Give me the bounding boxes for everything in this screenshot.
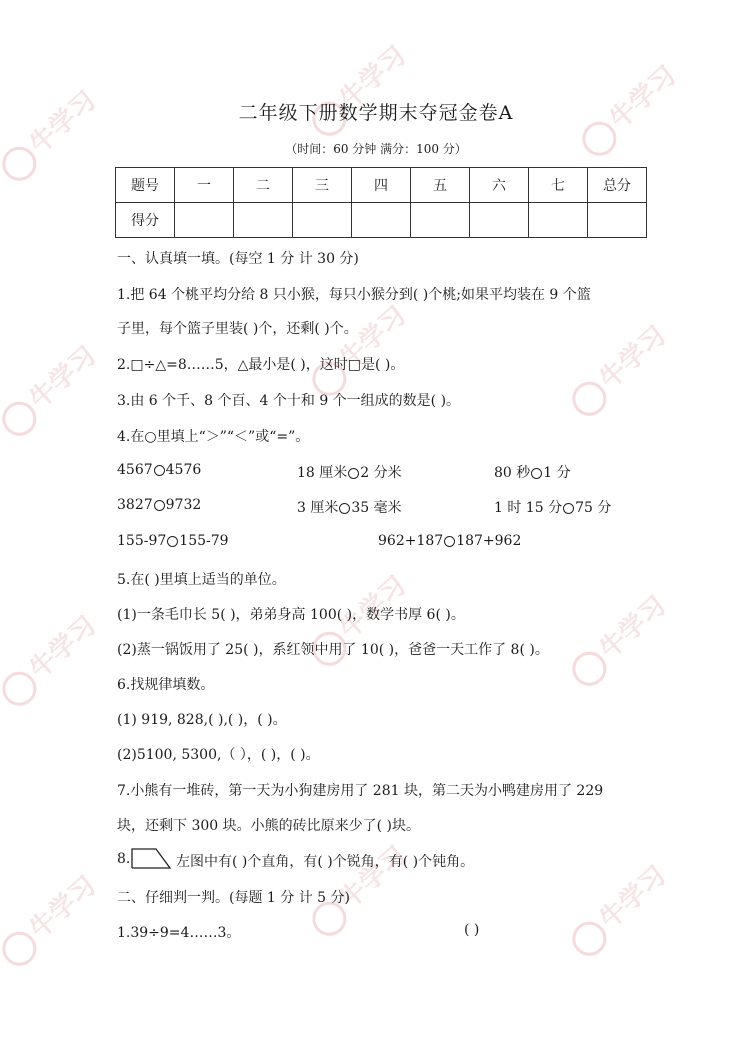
- watermark: 牛学习: [302, 296, 414, 402]
- trapezoid-figure: [130, 847, 172, 871]
- score-input-cell[interactable]: [470, 203, 529, 238]
- watermark: 牛学习: [562, 316, 674, 422]
- compare-circle[interactable]: [444, 536, 455, 547]
- compare-circle[interactable]: [563, 503, 574, 514]
- watermark: 牛学习: [572, 56, 684, 162]
- compare-circle[interactable]: [154, 465, 165, 476]
- score-input-cell[interactable]: [529, 203, 588, 238]
- compare-item: 3827 9732: [117, 497, 202, 513]
- question-number: 8.: [117, 851, 131, 867]
- watermark: 牛学习: [302, 36, 414, 142]
- table-cell: 六: [470, 168, 529, 203]
- table-cell: 四: [352, 168, 411, 203]
- question-text: 块，还剩下 300 块。小熊的砖比原来少了( )块。: [117, 818, 420, 834]
- compare-circle[interactable]: [531, 468, 542, 479]
- question-text: 7.小熊有一堆砖，第一天为小狗建房用了 281 块，第二天为小鸭建房用了 229: [117, 783, 604, 799]
- table-cell: 七: [529, 168, 588, 203]
- compare-circle[interactable]: [154, 500, 165, 511]
- question-text: 1.把 64 个桃平均分给 8 只小猴，每只小猴分到( )个桃;如果平均装在 9 个篮: [117, 287, 591, 303]
- question-text: (2)5100, 5300,（ ），( )，( )。: [117, 747, 320, 763]
- watermark: 牛学习: [302, 566, 414, 672]
- compare-circle[interactable]: [348, 468, 359, 479]
- table-cell: 三: [293, 168, 352, 203]
- compare-item: 1 时 15 分 75 分: [494, 500, 612, 516]
- compare-item: 3 厘米 35 毫米: [297, 500, 402, 516]
- table-cell: 二: [234, 168, 293, 203]
- compare-item: 80 秒 1 分: [494, 465, 571, 481]
- question-text: 6.找规律填数。: [117, 677, 215, 693]
- compare-item: 4567 4576: [117, 462, 202, 478]
- table-cell: 五: [411, 168, 470, 203]
- score-input-cell[interactable]: [234, 203, 293, 238]
- question-text: 1.39÷9=4……3。: [117, 925, 241, 941]
- question-text: 左图中有( )个直角，有( )个锐角，有( )个钝角。: [176, 854, 475, 870]
- question-text: 5.在( )里填上适当的单位。: [117, 572, 286, 588]
- score-input-cell[interactable]: [588, 203, 647, 238]
- answer-blank[interactable]: ( ): [464, 922, 480, 938]
- question-text: 子里，每个篮子里装( )个，还剩( )个。: [117, 321, 358, 337]
- table-row: [116, 203, 647, 238]
- question-text: 4.在○里填上“＞”“＜”或“=”。: [117, 429, 310, 445]
- compare-circle[interactable]: [167, 536, 178, 547]
- question-text: (2)蒸一锅饭用了 25( )，系红领中用了 10( )，爸爸一天工作了 8( )。: [117, 642, 549, 658]
- watermark: 牛学习: [0, 81, 104, 187]
- question-text: (1) 919, 828,( ),( )，( )。: [117, 712, 287, 728]
- table-row: [116, 168, 647, 203]
- score-input-cell[interactable]: [411, 203, 470, 238]
- score-table: [115, 167, 647, 238]
- watermark: 牛学习: [0, 606, 104, 712]
- watermark: 牛学习: [0, 336, 104, 442]
- score-input-cell[interactable]: [175, 203, 234, 238]
- question-text: 2.□÷△=8……5，△最小是( )，这时□是( )。: [117, 357, 405, 373]
- table-cell: 一: [175, 168, 234, 203]
- score-input-cell[interactable]: [352, 203, 411, 238]
- compare-circle[interactable]: [339, 503, 350, 514]
- section-heading: 二、仔细判一判。(每题 1 分 计 5 分): [117, 890, 350, 906]
- section-heading: 一、认真填一填。(每空 1 分 计 30 分): [117, 251, 359, 267]
- compare-item: 155-97 155-79: [117, 533, 229, 549]
- watermark: 牛学习: [0, 866, 104, 972]
- table-cell: 总分: [588, 168, 647, 203]
- table-cell: 得分: [116, 203, 175, 238]
- question-text: 3.由 6 个千、8 个百、4 个十和 9 个一组成的数是( )。: [117, 393, 461, 409]
- exam-info: （时间：60 分钟 满分：100 分）: [285, 142, 467, 156]
- watermark: 牛学习: [562, 856, 674, 962]
- watermark: 牛学习: [302, 836, 414, 942]
- score-input-cell[interactable]: [293, 203, 352, 238]
- table-cell: 题号: [116, 168, 175, 203]
- page-title: 二年级下册数学期末夺冠金卷A: [238, 102, 514, 124]
- watermark: 牛学习: [562, 586, 674, 692]
- question-text: (1)一条毛巾长 5( )，弟弟身高 100( )，数学书厚 6( )。: [117, 607, 465, 623]
- compare-item: 18 厘米 2 分米: [297, 465, 402, 481]
- compare-item: 962+187 187+962: [378, 533, 522, 549]
